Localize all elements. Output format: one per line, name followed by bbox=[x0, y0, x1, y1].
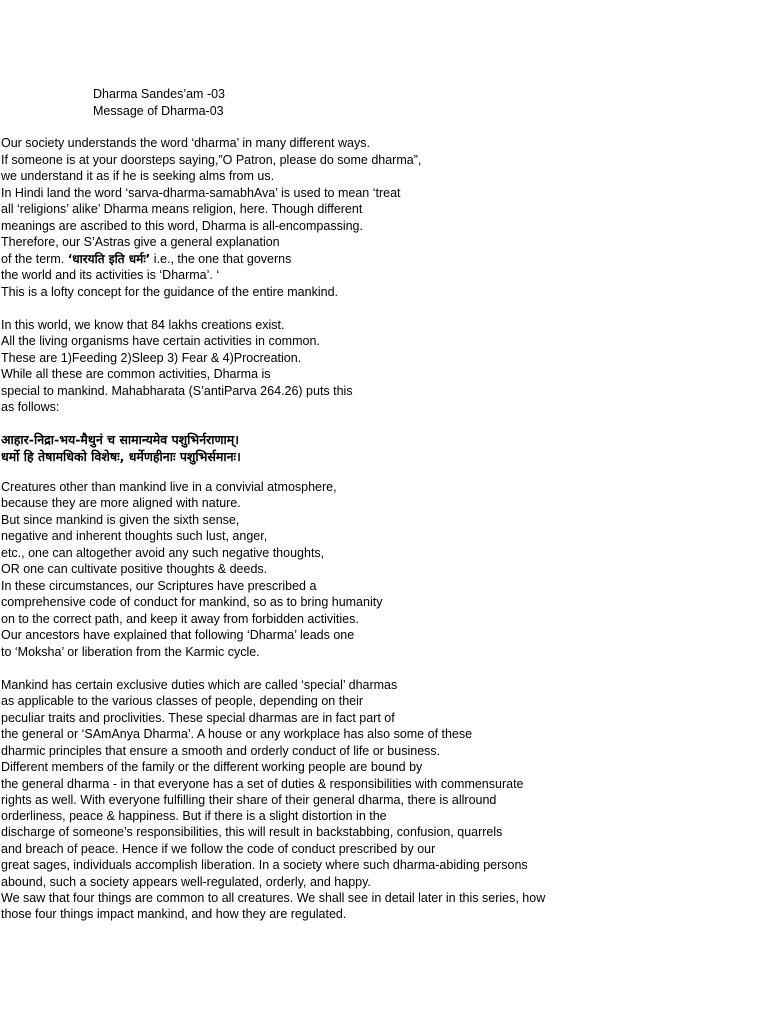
text-line: These are 1)Feeding 2)Sleep 3) Fear & 4)Procreation. bbox=[1, 351, 302, 365]
text-line: on to the correct path, and keep it away from forbidden activities. bbox=[1, 612, 359, 626]
document-title bbox=[93, 86, 225, 119]
text-line: abound, such a society appears well-regulated, orderly, and happy. bbox=[1, 875, 371, 889]
text-line: In this world, we know that 84 lakhs creations exist. bbox=[1, 318, 285, 332]
text-line: Our society understands the word ‘dharma’ in many different ways. bbox=[1, 136, 370, 150]
text-line: Different members of the family or the different working people are bound by bbox=[1, 760, 423, 774]
text-line: In Hindi land the word ‘sarva-dharma-samabhAva’ is used to mean ‘treat bbox=[1, 186, 401, 200]
title-line-2: Message of Dharma-03 bbox=[93, 103, 224, 118]
text-line: All the living organisms have certain activities in common. bbox=[1, 334, 320, 348]
text-line: orderliness, peace & happiness. But if there is a slight distortion in the bbox=[1, 809, 387, 823]
text-line: discharge of someone’s responsibilities, this will result in backstabbing, confusion, quarrels bbox=[1, 825, 503, 839]
text-line: we understand it as if he is seeking alms from us. bbox=[1, 169, 275, 183]
text-line-with-sanskrit-term bbox=[1, 251, 291, 268]
text-line: the world and its activities is ‘Dharma’. ‘ bbox=[1, 268, 220, 282]
text-line: all ‘religions’ alike’ Dharma means religion, here. Though different bbox=[1, 202, 363, 216]
text-line: great sages, individuals accomplish liberation. In a society where such dharma-abiding persons bbox=[1, 858, 528, 872]
text-line: and breach of peace. Hence if we follow the code of conduct prescribed by our bbox=[1, 842, 436, 856]
text-line: OR one can cultivate positive thoughts & deeds. bbox=[1, 562, 268, 576]
text-line: rights as well. With everyone fulfilling their share of their general dharma, there is allround bbox=[1, 793, 497, 807]
term-suffix: i.e., the one that governs bbox=[150, 252, 292, 266]
text-line: special to mankind. Mahabharata (S’antiParva 264.26) puts this bbox=[1, 384, 353, 398]
text-line: dharmic principles that ensure a smooth and orderly conduct of life or business. bbox=[1, 744, 441, 758]
text-line: as applicable to the various classes of people, depending on their bbox=[1, 694, 364, 708]
text-line: Creatures other than mankind live in a convivial atmosphere, bbox=[1, 480, 337, 494]
text-line: This is a lofty concept for the guidance of the entire mankind. bbox=[1, 285, 338, 299]
term-prefix: of the term. bbox=[1, 252, 68, 266]
text-line: because they are more aligned with nature. bbox=[1, 496, 241, 510]
text-line: If someone is at your doorsteps saying,”O Patron, please do some dharma”, bbox=[1, 153, 422, 167]
text-line: those four things impact mankind, and how they are regulated. bbox=[1, 907, 347, 921]
text-line: We saw that four things are common to all creatures. We shall see in detail later in this series, how bbox=[1, 891, 546, 905]
text-line: Therefore, our S’Astras give a general explanation bbox=[1, 235, 280, 249]
text-line: meanings are ascribed to this word, Dharma is all-encompassing. bbox=[1, 219, 363, 233]
text-line: But since mankind is given the sixth sense, bbox=[1, 513, 240, 527]
text-line: Our ancestors have explained that following ‘Dharma’ leads one bbox=[1, 628, 355, 642]
text-line: as follows: bbox=[1, 400, 60, 414]
text-line: peculiar traits and proclivities. These special dharmas are in fact part of bbox=[1, 711, 395, 725]
text-line: negative and inherent thoughts such lust, anger, bbox=[1, 529, 268, 543]
text-line: While all these are common activities, Dharma is bbox=[1, 367, 271, 381]
sanskrit-verse-line: धर्मो हि तेषामधिको विशेषः, धर्मेणहीनाः पशुभिर्समानः। bbox=[1, 449, 241, 464]
text-line: In these circumstances, our Scriptures have prescribed a bbox=[1, 579, 317, 593]
text-line: Mankind has certain exclusive duties which are called ‘special’ dharmas bbox=[1, 678, 398, 692]
text-line: the general dharma - in that everyone has a set of duties & responsibilities with commensurate bbox=[1, 777, 524, 791]
sanskrit-term: ‘धारयति इति धर्मः’ bbox=[67, 252, 151, 266]
text-line: the general or ‘SAmAnya Dharma’. A house or any workplace has also some of these bbox=[1, 727, 473, 741]
title-line-1: Dharma Sandes’am -03 bbox=[93, 87, 226, 101]
text-line: comprehensive code of conduct for mankind, so as to bring humanity bbox=[1, 595, 383, 609]
text-line: to ‘Moksha’ or liberation from the Karmic cycle. bbox=[1, 645, 260, 659]
sanskrit-verse-line: आहार-निद्रा-भय-मैथुनं च सामान्यमेव पशुभिर्नराणाम्। bbox=[1, 432, 239, 447]
text-line: etc., one can altogether avoid any such negative thoughts, bbox=[1, 546, 325, 560]
